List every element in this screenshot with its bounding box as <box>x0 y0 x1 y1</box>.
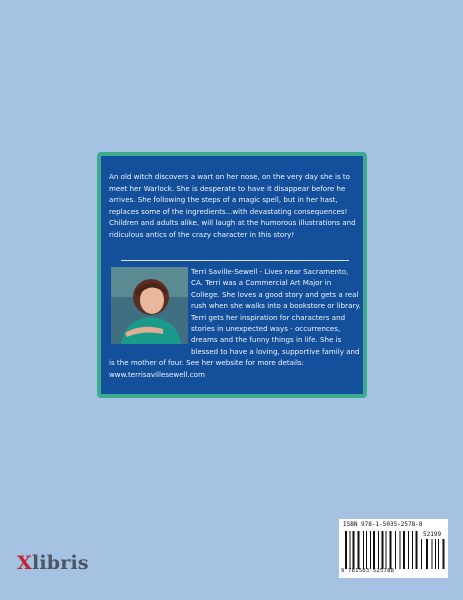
publisher-logo-text: libris <box>31 552 89 574</box>
isbn-label: ISBN 978-1-5035-2578-8 <box>343 521 423 528</box>
barcode-bars <box>345 531 419 569</box>
divider <box>121 260 349 261</box>
publisher-logo-x: X <box>17 552 32 574</box>
book-blurb: An old witch discovers a wart on her nose, on the very day she is to meet her Warlock. She is desperate to have it disappear before he arrives. She following the steps of a magic spell, but in her hast, replaces some of the ingredients...with devastating consequences! Children and adults alike, will laugh at the humorous illustrations and ridiculous antics of the crazy character in this story! <box>109 172 356 239</box>
price-code: 52199 <box>423 531 442 538</box>
author-bio <box>109 266 361 380</box>
isbn-barcode <box>339 519 448 578</box>
publisher-logo <box>17 552 89 574</box>
addon-barcode-bars <box>421 539 445 569</box>
author-bio-text: Terri Saville-Sewell - Lives near Sacramento, CA. Terri was a Commercial Art Major in College. She loves a good story and gets a real rush when she walks into a bookstore or library. Terri gets her inspiration for characters and stories in unexpected ways - occurrences, dreams and the funny things in life. She is blessed to have a loving, supportive family and is the mother of four. See her website for more details: www.terrisavillesewell.com <box>109 267 361 379</box>
back-cover-panel <box>97 152 367 398</box>
barcode-number: 9 781503 525788 <box>341 568 395 574</box>
